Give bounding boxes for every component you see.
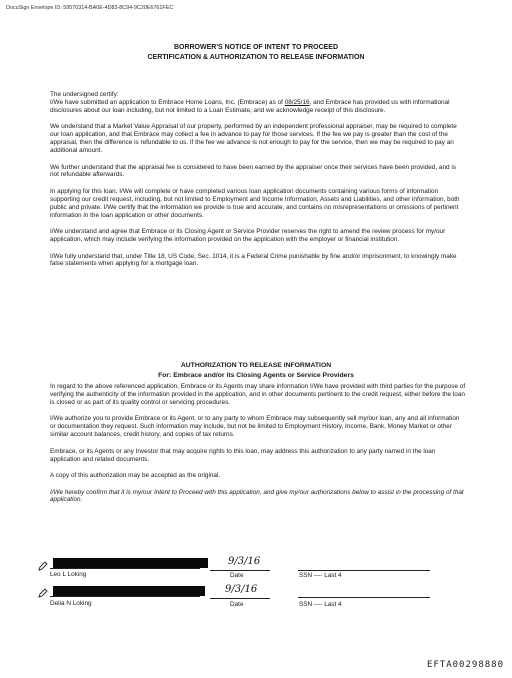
signature-line bbox=[50, 596, 200, 597]
date-label: Date bbox=[230, 572, 244, 579]
p1-text-a: I/We have submitted an application to Embrace Home Loans, Inc. (Embrace) as of bbox=[50, 98, 285, 106]
document-title: BORROWER'S NOTICE OF INTENT TO PROCEED bbox=[173, 44, 339, 51]
paragraph-certification: In applying for this loan, I/We will complete or have completed various loan application documents containing various forms of information supporting our credit request, including, but not limited to Employment and Income Information, Assets and Liabilities, and other information, both public and private. I/We certify that the information we provide is true and accurate, and contains no misrepresentations or omissions of pertinent information in the loan application or other documents. bbox=[50, 187, 460, 219]
paragraph-appraisal-fee: We further understand that the appraisal fee is considered to have been earned by the appraiser once their services have been provided, and is not refundable afterwards. bbox=[50, 163, 456, 179]
paragraph-application bbox=[50, 99, 466, 115]
signer-name: Delia N Loking bbox=[50, 600, 92, 607]
envelope-id: DocuSign Envelope ID: 59570314-BA0E-4D83-8C94-9C20E6761FEC bbox=[6, 5, 174, 11]
authorization-body bbox=[50, 383, 466, 513]
handwritten-date: 9/3/16 bbox=[228, 556, 261, 567]
date-label: Date bbox=[230, 601, 244, 608]
intro-line: The undersigned certify: bbox=[50, 91, 119, 98]
ssn-label: SSN ---- Last 4 bbox=[299, 572, 342, 579]
date-line bbox=[210, 598, 270, 599]
paragraph-investor: Embrace, or its Agents or any Investor that may acquire rights to this loan, may address this authorization to any party named in the loan application and related documents. bbox=[50, 447, 436, 463]
ssn-label: SSN ---- Last 4 bbox=[299, 601, 342, 608]
signer-name: Leo L Loking bbox=[50, 571, 87, 578]
authorization-title: AUTHORIZATION TO RELEASE INFORMATION bbox=[180, 362, 332, 369]
signature-line bbox=[50, 568, 200, 569]
application-date: 08/25/16 bbox=[284, 98, 310, 106]
authorization-subtitle: For: Embrace and/or its Closing Agents or Service Providers bbox=[158, 372, 354, 379]
document-subtitle: CERTIFICATION & AUTHORIZATION TO RELEASE INFORMATION bbox=[147, 54, 365, 61]
paragraph-intent: I/We hereby confirm that it is my/our Intent to Proceed with this application, and give my/our authorizations below to assist in the processing of that application. bbox=[50, 488, 464, 504]
p1-text-b: , and Embrace has provided us with informational disclosures about our loan including, but not limited to a Loan Estimate, and we acknowledge receipt of this disclosure. bbox=[50, 98, 450, 114]
document-id-footer: EFTA00298880 bbox=[426, 660, 504, 670]
paragraph-appraisal: We understand that a Market Value Appraisal of our property, performed by an independent professional appraiser, may be required to complete our loan application, and that Embrace may collect a fee in advance to pay for those services. If the fee we pay is greater than the cost of the appraisal, then the difference is refundable to us. If the fee we advance is not enough to pay for the service, then we may be required to pay an additional amount. bbox=[50, 123, 457, 155]
paragraph-sharing: In regard to the above referenced application, Embrace or its Agents may share information I/We have provided with third parties for the purpose of verifying the authenticity of the information provided in the application, and in other documents pertinent to the credit request, either before the loan is closed or as part of its quality control or servicing procedures. bbox=[50, 383, 466, 406]
signature-pen-icon bbox=[38, 588, 48, 598]
ssn-line bbox=[298, 570, 430, 571]
paragraph-review: I/We understand and agree that Embrace or its Closing Agent or Service Provider reserves the right to amend the review process for my/our application, which may include verifying the information provided on the application with the employer or financial institution. bbox=[50, 228, 446, 244]
date-line bbox=[210, 570, 270, 571]
paragraph-federal-crime: I/We fully understand that, under Title 18, US Code, Sec. 1014, it is a Federal Crime punishable by fine and/or imprisonment, to knowingly make false statements when applying for a mortgage loan. bbox=[50, 252, 457, 268]
signature-pen-icon bbox=[38, 561, 48, 571]
paragraph-authorize: I/We authorize you to provide Embrace or its Agent, or to any party to whom Embrace may subsequently sell my/our loan, any and all information or documentation they request. Such information may include, but not be limited to Employment History, Income, Bank, Money Market or other similar account balances, credit history, and copies of tax returns. bbox=[50, 415, 460, 439]
redacted-signature bbox=[53, 558, 208, 568]
ssn-line bbox=[298, 597, 430, 598]
main-body bbox=[50, 91, 466, 277]
redacted-signature bbox=[53, 586, 205, 596]
handwritten-date: 9/3/16 bbox=[225, 584, 258, 595]
paragraph-copy: A copy of this authorization may be accepted as the original. bbox=[50, 472, 221, 480]
